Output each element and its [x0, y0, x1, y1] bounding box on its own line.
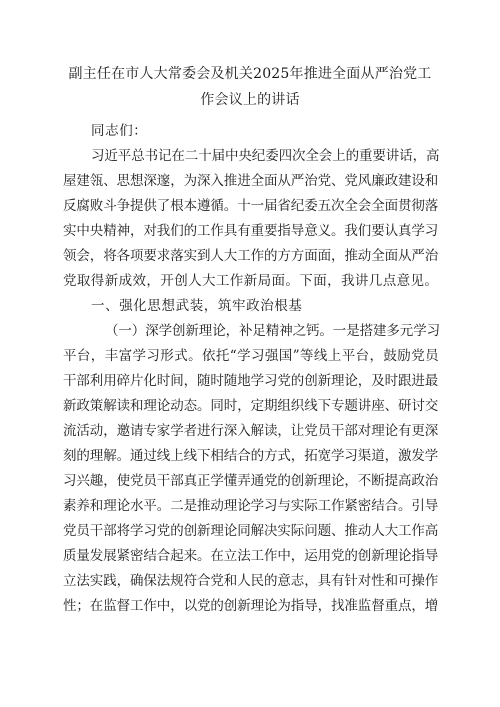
section-heading: 一、强化思想武装，筑牢政治根基 — [91, 298, 303, 314]
paragraph-line: 质量发展紧密结合起来。在立法工作中，运用党的创新理论指导 — [63, 548, 439, 564]
paragraph-line: （一）深学创新理论，补足精神之钙。一是搭建多元学习 — [105, 323, 440, 339]
paragraph-line: 性；在监督工作中，以党的创新理论为指导，找准监督重点，增 — [63, 598, 439, 614]
document-title-line-2: 作会议上的讲话 — [200, 92, 300, 108]
paragraph-line: 反腐败斗争提供了根本遵循。十一届省纪委五次全会全面贯彻落 — [63, 198, 439, 214]
salutation: 同志们： — [91, 123, 148, 139]
paragraph-line: 流活动，邀请专家学者进行深入解读，让党员干部对理论有更深 — [63, 423, 439, 439]
paragraph-line: 平台，丰富学习形式。依托“学习强国”等线上平台，鼓励党员 — [63, 348, 440, 364]
paragraph-line: 习近平总书记在二十届中央纪委四次全会上的重要讲话，高 — [91, 148, 440, 164]
paragraph-line: 领会，将各项要求落实到人大工作的方方面面，推动全面从严治 — [63, 248, 439, 264]
paragraph-line: 素养和理论水平。二是推动理论学习与实际工作紧密结合。引导 — [63, 498, 439, 514]
paragraph-line: 屋建瓴、思想深邃，为深入推进全面从严治党、党风廉政建设和 — [63, 173, 439, 189]
paragraph-line: 党员干部将学习党的创新理论同解决实际问题、推动人大工作高 — [63, 523, 439, 539]
paragraph-line: 实中央精神，对我们的工作具有重要指导意义。我们要认真学习 — [63, 223, 439, 239]
document-title-line-1: 副主任在市人大常委会及机关2025年推进全面从严治党工 — [68, 66, 432, 82]
paragraph-line: 干部利用碎片化时间，随时随地学习党的创新理论，及时跟进最 — [63, 373, 439, 389]
paragraph-line: 党取得新成效，开创人大工作新局面。下面，我讲几点意见。 — [63, 273, 439, 289]
paragraph-line: 立法实践，确保法规符合党和人民的意志，具有针对性和可操作 — [63, 573, 439, 589]
paragraph-line: 习兴趣，使党员干部真正学懂弄通党的创新理论，不断提高政治 — [63, 473, 439, 489]
paragraph-line: 新政策解读和理论动态。同时，定期组织线下专题讲座、研讨交 — [63, 398, 439, 414]
paragraph-line: 刻的理解。通过线上线下相结合的方式，拓宽学习渠道，激发学 — [63, 448, 439, 464]
